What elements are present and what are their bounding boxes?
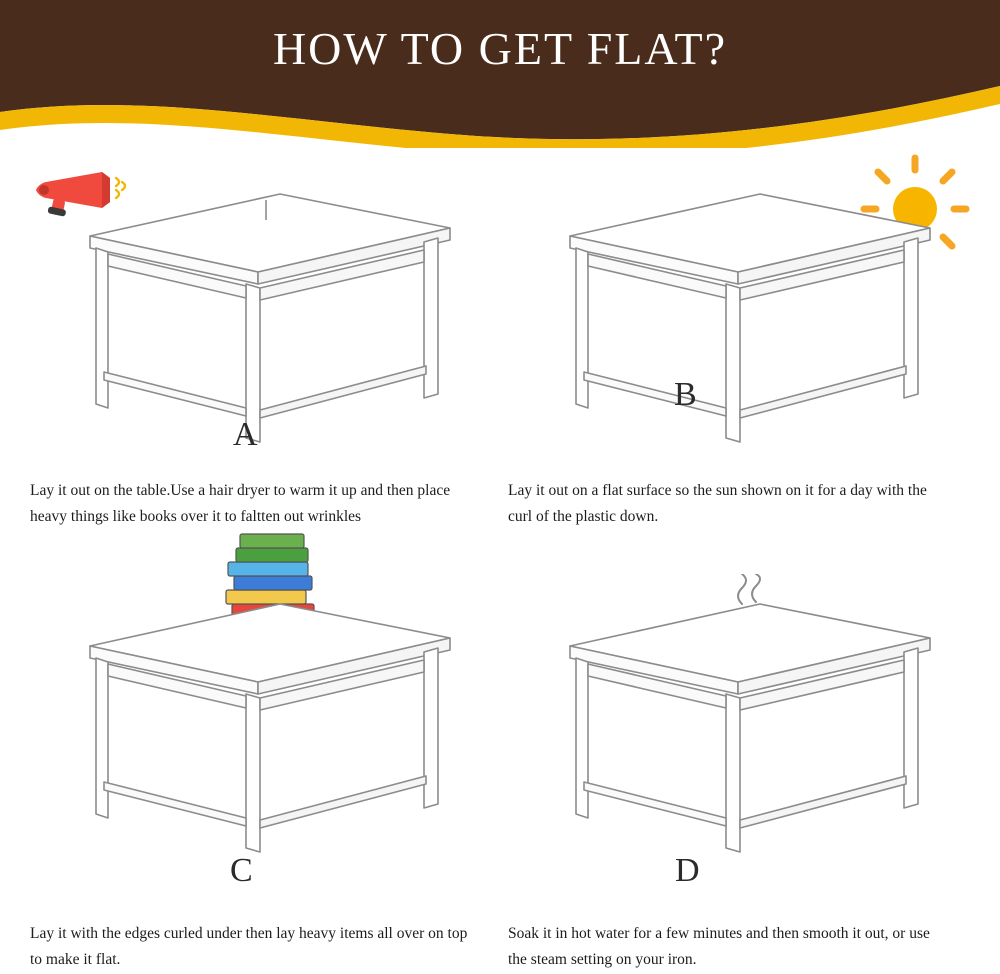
panel-letter-a: A <box>233 416 258 453</box>
panel-c <box>20 564 500 964</box>
panel-grid <box>0 148 1000 974</box>
panel-caption-b: Lay it out on a flat surface so the sun shown on it for a day with the curl of the plastic down. <box>508 482 927 525</box>
table-drawing <box>500 176 980 446</box>
table-illustration-d <box>500 586 980 856</box>
panel-caption-a: Lay it out on the table.Use a hair dryer to warm it up and then place heavy things like books over it to faltten out wrinkles <box>30 482 451 525</box>
header-banner <box>0 0 1000 148</box>
panel-letter-c: C <box>230 852 253 889</box>
table-drawing <box>20 586 500 856</box>
table-drawing <box>500 586 980 856</box>
panel-letter-b: B <box>674 376 697 413</box>
table-illustration-b <box>500 176 980 446</box>
page-title: HOW TO GET FLAT? <box>272 23 728 74</box>
panel-d <box>500 564 980 964</box>
table-illustration-c <box>20 586 500 856</box>
panel-letter-d: D <box>675 852 700 889</box>
panel-caption-c: Lay it with the edges curled under then lay heavy items all over on top to make it flat. <box>30 925 468 968</box>
panel-caption-d: Soak it in hot water for a few minutes and then smooth it out, or use the steam setting on your iron. <box>508 925 930 968</box>
table-illustration-a <box>20 176 500 446</box>
table-drawing <box>20 176 500 446</box>
